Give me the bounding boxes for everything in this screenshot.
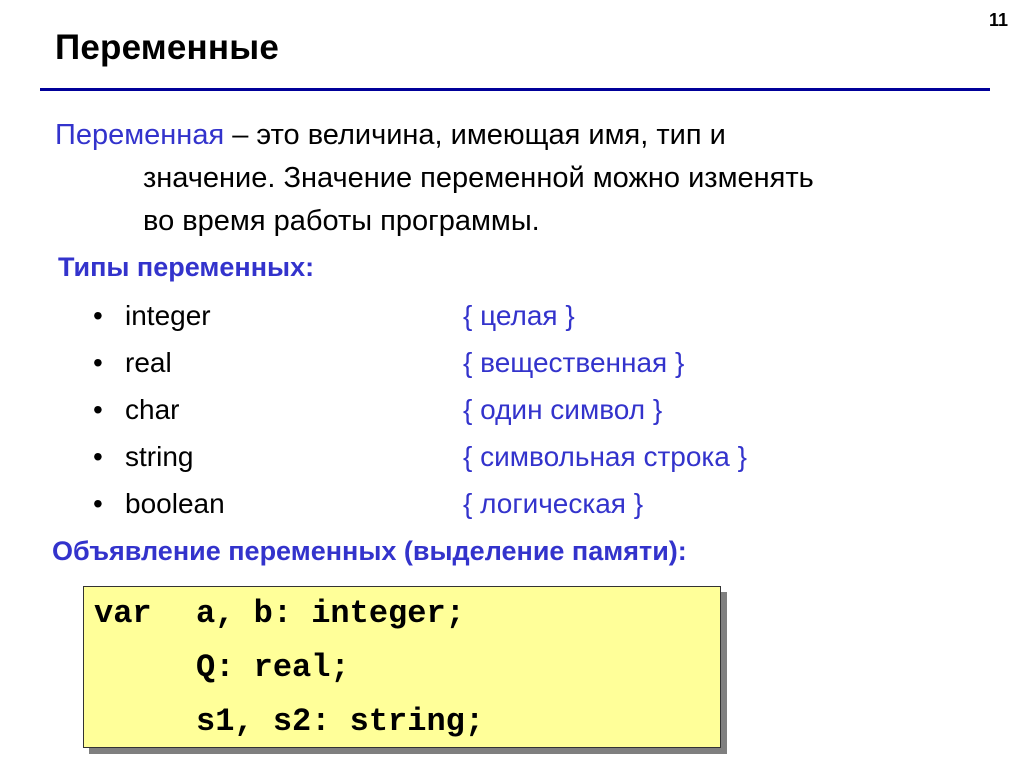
definition-line-2: значение. Значение переменной можно изменять [143, 162, 814, 194]
code-block [83, 586, 721, 748]
bullet: • [93, 488, 103, 519]
code-line-2: Q: real; [196, 649, 350, 686]
definition-line-1 [55, 114, 955, 157]
bullet: • [93, 394, 103, 425]
type-description: { целая } [463, 300, 575, 331]
type-description: { логическая } [463, 488, 644, 519]
definition-line-3: во время работы программы. [143, 205, 540, 237]
title-divider [40, 88, 990, 91]
code-line-3: s1, s2: string; [196, 703, 485, 740]
types-list [93, 295, 853, 530]
type-description: { вещественная } [463, 347, 685, 378]
bullet: • [93, 300, 103, 331]
types-heading: Типы переменных: [58, 252, 315, 282]
type-description: { символьная строка } [463, 441, 747, 472]
type-name: char [125, 394, 180, 425]
bullet: • [93, 347, 103, 378]
slide-title: Переменные [55, 28, 279, 67]
list-item [93, 389, 853, 436]
list-item [93, 342, 853, 389]
declaration-heading: Объявление переменных (выделение памяти): [52, 536, 687, 566]
slide-number: 11 [988, 10, 1008, 30]
list-item [93, 436, 853, 483]
code-line-1: a, b: integer; [196, 595, 465, 632]
list-item [93, 483, 853, 530]
bullet: • [93, 441, 103, 472]
type-description: { один символ } [463, 394, 663, 425]
type-name: real [125, 347, 172, 378]
definition-paragraph [55, 114, 955, 243]
definition-term: Переменная [55, 119, 225, 151]
type-name: string [125, 441, 194, 472]
list-item [93, 295, 853, 342]
type-name: boolean [125, 488, 225, 519]
code-keyword-var: var [94, 595, 152, 632]
type-name: integer [125, 300, 211, 331]
definition-text-1: – это величина, имеющая имя, тип и [224, 119, 726, 151]
